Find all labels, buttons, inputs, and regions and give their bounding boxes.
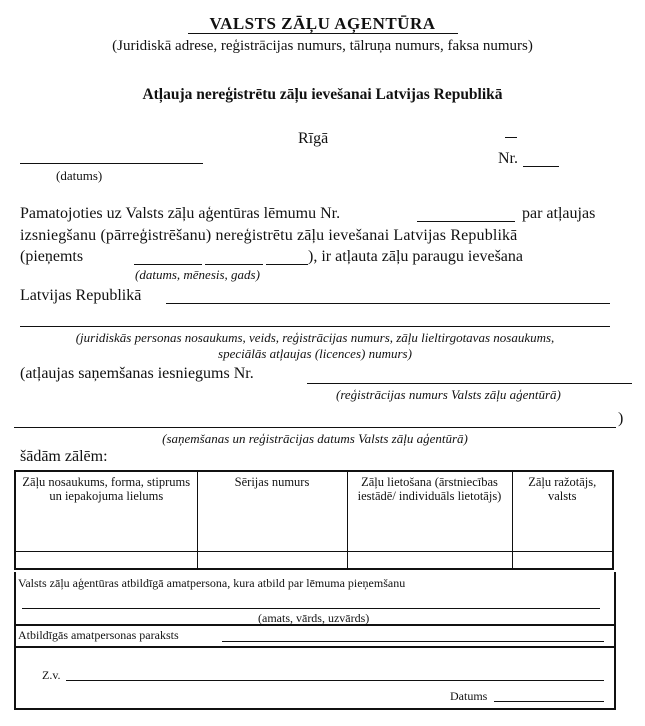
application-number-field[interactable] <box>307 383 632 384</box>
signature-label: Atbildīgās amatpersonas paraksts <box>18 628 179 642</box>
responsible-label: Valsts zāļu aģentūras atbildīgā amatpersona, kura atbild par lēmuma pieņemšanu <box>18 576 406 590</box>
month-field[interactable] <box>205 264 263 265</box>
application-label: (atļaujas saņemšanas iesniegums Nr. <box>20 365 254 382</box>
cell-usage[interactable] <box>347 551 512 569</box>
receipt-caption: (saņemšanas un reģistrācijas datums Valsts zāļu aģentūrā) <box>162 431 468 446</box>
adopted-text: (pieņemts <box>20 248 84 265</box>
cell-name[interactable] <box>15 551 197 569</box>
import-allowed-text: ), ir atļauta zāļu paraugu ievešana <box>308 248 523 265</box>
day-field[interactable] <box>134 264 202 265</box>
medicines-label: šādām zālēm: <box>20 448 108 465</box>
dash-mark <box>505 137 517 138</box>
medicines-table <box>14 470 614 570</box>
number-field[interactable] <box>523 166 559 167</box>
decision-number-field[interactable] <box>417 221 515 222</box>
country-text: Latvijas Republikā <box>20 287 142 304</box>
entity-caption-2: speciālās atļaujas (licences) numurs) <box>218 346 412 361</box>
permit-text: izsniegšanu (pārreģistrēšanu) nereģistrētu zāļu ievešanai Latvijas Republikā <box>20 227 518 244</box>
entity-field[interactable] <box>166 303 610 304</box>
stamp-label: Z.v. <box>42 668 61 682</box>
year-field[interactable] <box>266 264 308 265</box>
stamp-field[interactable] <box>66 680 604 681</box>
signing-date-field[interactable] <box>494 701 604 702</box>
closing-paren: ) <box>618 410 624 427</box>
entity-caption-1: (juridiskās personas nosaukums, veids, reģistrācijas numurs, zāļu lieltirgotavas nosaukums, <box>75 330 555 345</box>
decision-text: Pamatojoties uz Valsts zāļu aģentūras lēmumu Nr. <box>20 205 341 222</box>
col-header-manufacturer: Zāļu ražotājs, valsts <box>512 471 613 551</box>
cell-manufacturer[interactable] <box>512 551 613 569</box>
agency-title: VALSTS ZĀĻU AĢENTŪRA <box>209 14 436 33</box>
date-line[interactable] <box>20 163 203 164</box>
col-header-batch: Sērijas numurs <box>197 471 347 551</box>
name-caption: (amats, vārds, uzvārds) <box>258 611 370 625</box>
entity-field-2[interactable] <box>20 326 610 327</box>
date-label: Datums <box>450 689 488 703</box>
col-header-name: Zāļu nosaukums, forma, stiprums un iepakojuma lielums <box>15 471 197 551</box>
receipt-date-field[interactable] <box>14 427 616 428</box>
signature-field[interactable] <box>222 641 604 642</box>
date-hint: (datums, mēnesis, gads) <box>135 267 260 282</box>
cell-batch[interactable] <box>197 551 347 569</box>
col-header-usage: Zāļu lietošana (ārstniecības iestādē/ individuāls lietotājs) <box>347 471 512 551</box>
date-caption: (datums) <box>56 168 103 183</box>
registration-caption: (reģistrācijas numurs Valsts zāļu aģentūrā) <box>336 387 561 402</box>
official-name-field[interactable] <box>22 608 600 609</box>
table-row <box>15 551 613 569</box>
agency-details: (Juridiskā adrese, reģistrācijas numurs, tālruņa numurs, faksa numurs) <box>112 38 533 54</box>
title-underline <box>188 33 458 34</box>
place: Rīgā <box>298 130 329 147</box>
number-label: Nr. <box>498 150 518 167</box>
table-header-row <box>15 471 613 551</box>
decision-text-end: par atļaujas <box>522 205 596 222</box>
document-heading: Atļauja nereģistrētu zāļu ievešanai Latvijas Republikā <box>142 86 503 103</box>
